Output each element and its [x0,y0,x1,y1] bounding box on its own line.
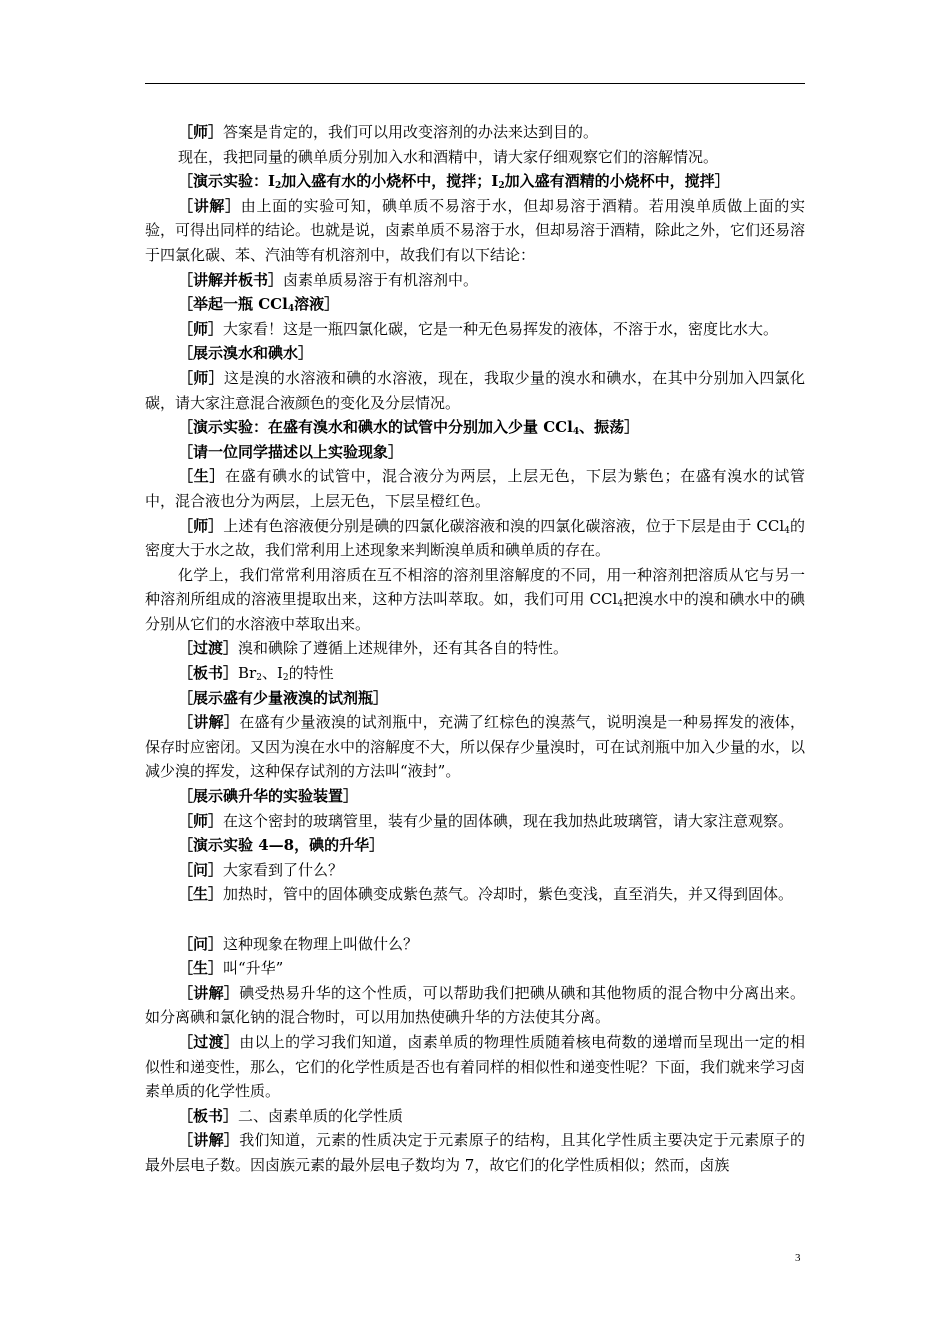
paragraph [145,1104,805,1129]
paragraph-text: 在盛有碘水的试管中，混合液分为两层，上层无色，下层为紫色；在盛有溴水的试管中，混合液也分为两层，上层无色，下层呈橙红色。 [145,467,805,510]
heading-text: 加入盛有水的小烧杯中，搅拌；I [281,172,499,191]
paragraph [145,268,805,293]
paragraph-subscript: 2 [282,673,289,684]
stage-direction-heading [145,686,805,711]
heading-subscript: 2 [498,181,505,192]
paragraph-text: 由以上的学习我们知道，卤素单质的物理性质随着核电荷数的递增而呈现出一定的相似性和递变性，那么，它们的化学性质是否也有着同样的相似性和递变性呢？下面，我们就来学习卤素单质的化学性质。 [145,1032,806,1101]
paragraph-text: 这种现象在物理上叫做什么？ [223,934,419,953]
heading-text: 、振荡］ [579,418,640,437]
heading-text: ［演示实验 4—8，碘的升华］ [178,836,385,855]
speaker-tag: ［讲解］ [178,196,241,215]
speaker-tag: ［问］ [178,860,224,879]
heading-text: ［演示实验：I [178,172,276,191]
paragraph [145,563,805,637]
paragraph [145,1128,805,1177]
paragraph [145,956,805,981]
heading-text: ［演示实验：在盛有溴水和碘水的试管中分别加入少量 CCl [178,418,573,437]
document-body [145,120,805,1178]
paragraph [145,858,805,883]
paragraph-text: 碘受热易升华的这个性质，可以帮助我们把碘从碘和其他物质的混合物中分离出来。如分离碘和氯化钠的混合物时，可以用加热使碘升华的方法使其分离。 [145,983,805,1027]
speaker-tag: ［板书］ [178,1106,239,1125]
paragraph-text: 大家看！这是一瓶四氯化碳，它是一种无色易挥发的液体，不溶于水，密度比水大。 [223,319,779,338]
paragraph-text: 在这个密封的玻璃管里，装有少量的固体碘，现在我加热此玻璃管，请大家注意观察。 [223,811,794,830]
speaker-tag: ［生］ [178,467,226,486]
speaker-tag: ［生］ [178,885,224,904]
paragraph-text: 我们知道，元素的性质决定于元素原子的结构，且其化学性质主要决定于元素原子的最外层电子数。因卤族元素的最外层电子数均为 7，故它们的化学性质相似；然而，卤族 [145,1131,805,1174]
stage-direction-heading [145,833,805,858]
paragraph-text: 现在，我把同量的碘单质分别加入水和酒精中，请大家仔细观察它们的溶解情况。 [178,147,719,166]
paragraph [145,661,805,686]
paragraph-text: 、I [261,664,283,683]
page-number: 3 [795,1252,801,1264]
heading-text: 加入盛有酒精的小烧杯中，搅拌］ [504,172,730,191]
speaker-tag: ［讲解］ [178,713,240,732]
paragraph-text: 溴和碘除了遵循上述规律外，还有其各自的特性。 [238,639,569,658]
header-rule [145,83,805,84]
paragraph-text: 上述有色溶液便分别是碘的四氯化碳溶液和溴的四氯化碳溶液，位于下层是由于 CCl [223,516,785,535]
speaker-tag: ［问］ [178,934,224,953]
speaker-tag: ［讲解］ [178,983,240,1002]
speaker-tag: ［过渡］ [178,639,239,658]
speaker-tag: ［师］ [178,319,224,338]
heading-text: ［展示盛有少量液溴的试剂瓶］ [178,688,389,707]
speaker-tag: ［师］ [178,123,224,141]
speaker-tag: ［讲解并板书］ [178,270,284,289]
paragraph-subscript: 4 [784,525,790,536]
paragraph [145,514,805,563]
speaker-tag: ［师］ [178,368,224,387]
paragraph-text: 二、卤素单质的化学性质 [238,1106,404,1125]
paragraph-text: 的密度大于水之故，我们常利用上述现象来判断溴单质和碘单质的存在。 [145,516,805,560]
heading-text: ［展示溴水和碘水］ [178,344,314,363]
paragraph-text: 在盛有少量液溴的试剂瓶中，充满了红棕色的溴蒸气，说明溴是一种易挥发的液体，保存时应密闭。又因为溴在水中的溶解度不大，所以保存少量溴时，可在试剂瓶中加入少量的水，以减少溴的挥发，这种保存试剂的方法叫“液封”。 [145,713,806,781]
stage-direction-heading [145,292,805,317]
stage-direction-heading [145,415,805,440]
paragraph [145,194,805,268]
paragraph-text: 把溴水中的溴和碘水中的碘分别从它们的水溶液中萃取出来。 [145,590,805,633]
stage-direction-heading [145,440,805,465]
paragraph-text: 加热时，管中的固体碘变成紫色蒸气。冷却时，紫色变浅，直至消失，并又得到固体。 [223,885,794,904]
paragraph [145,882,805,907]
paragraph-text: Br [238,664,257,683]
paragraph [145,120,805,145]
paragraph-text: 答案是肯定的，我们可以用改变溶剂的办法来达到目的。 [223,123,599,141]
speaker-tag: ［板书］ [178,664,239,683]
paragraph [145,809,805,834]
heading-subscript: 4 [572,427,580,438]
heading-text: ［请一位同学描述以上实验现象］ [178,442,404,461]
paragraph [145,636,805,661]
paragraph-text: 大家看到了什么？ [223,860,344,879]
blank-line [145,907,805,932]
paragraph-text: 化学上，我们常常利用溶质在互不相溶的溶剂里溶解度的不同，用一种溶剂把溶质从它与另一种溶剂所组成的溶液里提取出来，这种方法叫萃取。如，我们可用 CCl [145,565,805,609]
heading-subscript: 4 [287,304,295,315]
stage-direction-heading [145,784,805,809]
paragraph [145,1030,805,1104]
paragraph-text: 的特性 [288,664,334,683]
paragraph [145,366,805,415]
heading-text: ［举起一瓶 CCl [178,295,288,314]
stage-direction-heading [145,169,805,194]
speaker-tag: ［师］ [178,516,224,535]
heading-text: 溶液］ [294,295,340,314]
paragraph-text: 由上面的实验可知，碘单质不易溶于水，但却易溶于酒精。若用溴单质做上面的实验，可得出同样的结论。也就是说，卤素单质不易溶于水，但却易溶于酒精，除此之外，它们还易溶于四氯化碳、苯、汽油等有机溶剂中，故我们有以下结论： [145,196,806,264]
paragraph [145,464,805,513]
paragraph-subscript: 4 [617,599,624,610]
paragraph-text: 叫“升华” [223,959,284,978]
paragraph-text: 这是溴的水溶液和碘的水溶液，现在，我取少量的溴水和碘水，在其中分别加入四氯化碳，请大家注意混合液颜色的变化及分层情况。 [145,368,805,412]
paragraph [145,710,805,784]
paragraph-subscript: 2 [256,673,262,684]
stage-direction-heading [145,341,805,366]
heading-text: ［展示碘升华的实验装置］ [178,787,359,806]
paragraph [145,145,805,170]
speaker-tag: ［讲解］ [178,1131,240,1150]
heading-subscript: 2 [275,181,282,192]
paragraph [145,317,805,342]
paragraph-text: 卤素单质易溶于有机溶剂中。 [283,270,479,289]
speaker-tag: ［生］ [178,959,224,978]
speaker-tag: ［过渡］ [178,1032,240,1051]
paragraph [145,981,805,1030]
speaker-tag: ［师］ [178,811,224,830]
paragraph [145,932,805,957]
